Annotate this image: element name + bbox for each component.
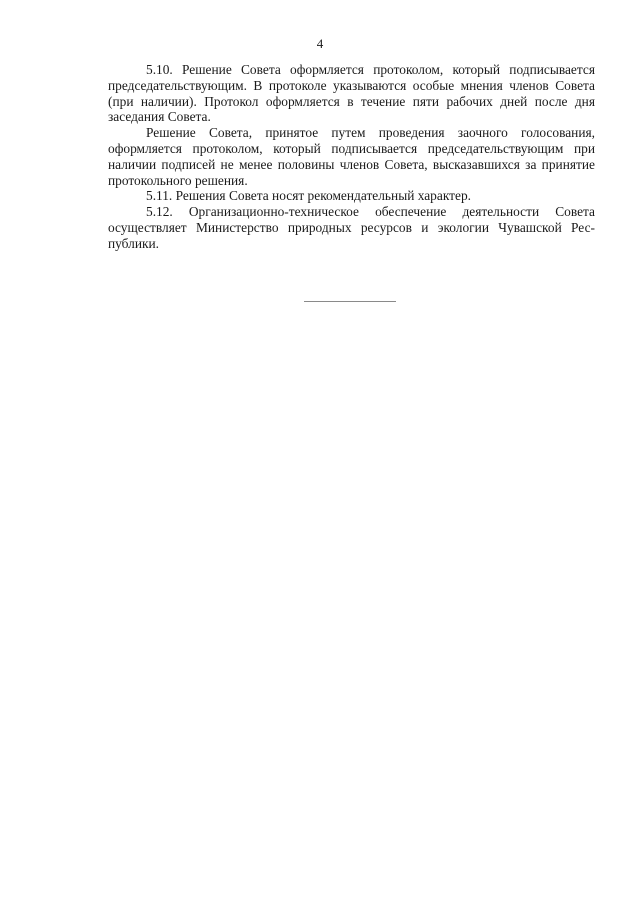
paragraph-5-10: 5.10. Решение Совета оформляется протоколом, который подписывается председательствующим. В протоколе указываются особые мнения членов Совета (при наличии). Протокол оформляется в течение пяти рабочих дней после дня заседания Совета. [108, 62, 595, 125]
paragraph-5-11: 5.11. Решения Совета носят рекомендательный характер. [146, 188, 471, 204]
paragraph-5-12: 5.12. Организационно-техническое обеспечение деятельности Совета осуществляет Министерство природных ресурсов и экологии Чувашской Республики. [108, 204, 595, 251]
page-number: 4 [316, 36, 324, 51]
paragraph-absentee-voting: Решение Совета, принятое путем проведения заочного голосования, оформляется протоколом, который подписывается председательствующим при наличии подписей не менее половины членов Совета, высказавшихся за принятие протокольного решения. [108, 125, 595, 188]
document-body [108, 62, 595, 252]
end-separator-line [304, 301, 396, 302]
